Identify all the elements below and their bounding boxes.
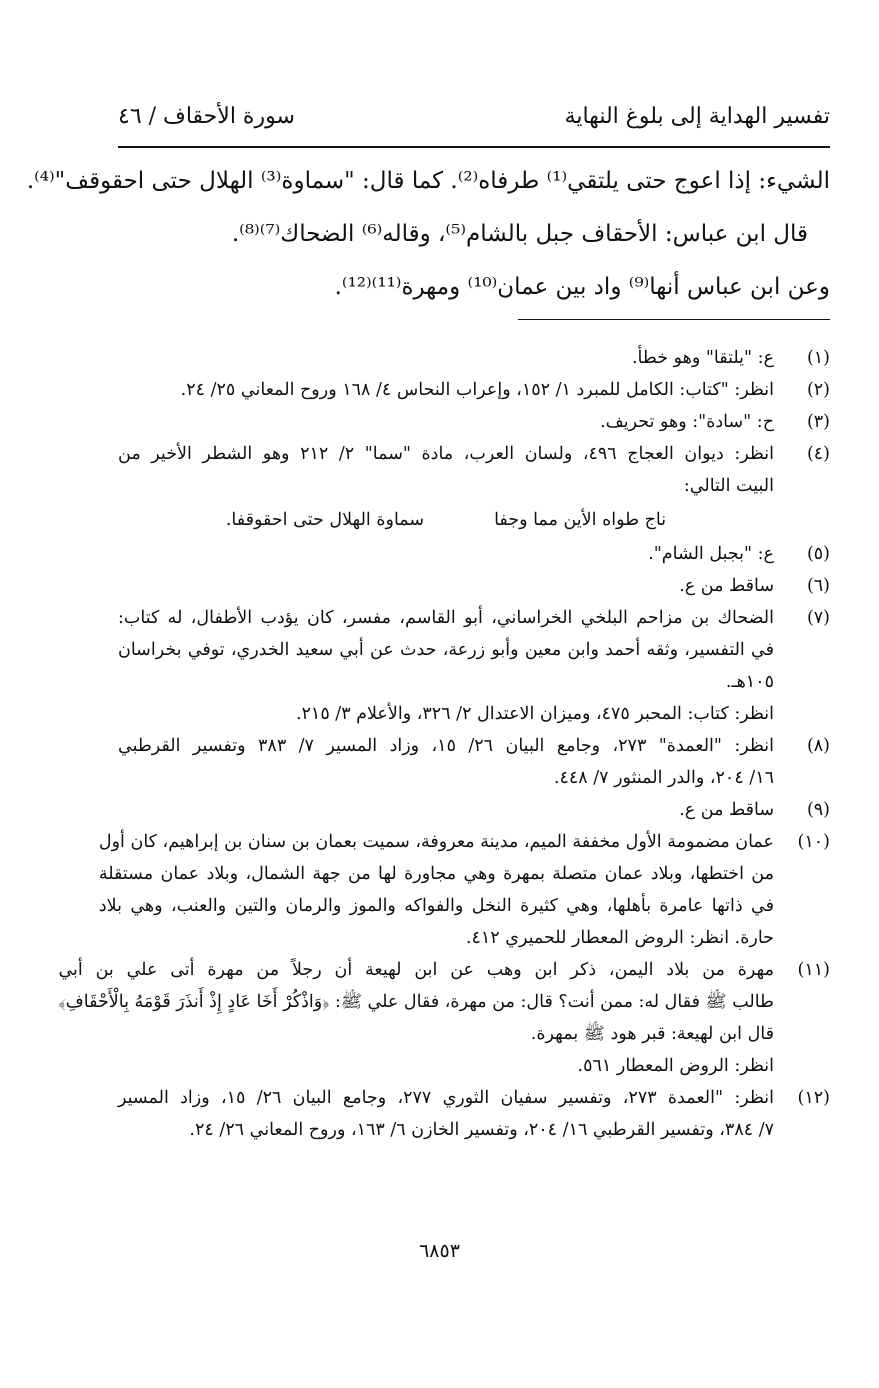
verse-hemistich: سماوة الهلال حتى احقوقفا. bbox=[225, 510, 425, 530]
footnote-line: انظر: "العمدة ٢٧٣، وتفسير سفيان الثوري ٢٧٧، وجامع البيان ٢٦/ ١٥، وزاد المسير bbox=[118, 1088, 774, 1108]
footnote bbox=[118, 1082, 830, 1146]
footnote bbox=[118, 602, 830, 730]
footnote-body bbox=[118, 438, 774, 538]
footnote bbox=[118, 570, 830, 602]
footnote-line: ح: "سادة": وهو تحريف. bbox=[600, 412, 774, 432]
footnote-body bbox=[118, 794, 774, 826]
footnote bbox=[118, 538, 830, 570]
footnote-line: عمان مضمومة الأول مخففة الميم، مدينة معروفة، سميت بعمان بن سنان بن إبراهيم، كان أول bbox=[98, 832, 774, 852]
footnote bbox=[118, 438, 830, 538]
footnote-line: ساقط من ع. bbox=[679, 800, 774, 820]
footnote-body bbox=[118, 602, 774, 730]
footnote-line: ع: "بجبل الشام". bbox=[648, 544, 774, 564]
footnote-line: طالب ﷺ فقال له: ممن أنت؟ قال: من مهرة، فقال علي ﷺ: ﴿وَاذْكُرْ أَخَا عَادٍ إِذْ أَنذَرَ قَوْمَهُ بِالْأَحْقَافِ﴾ bbox=[58, 992, 774, 1012]
footnote-number: (١٢) bbox=[797, 1088, 830, 1108]
footnote-line: ٧/ ٣٨٤، وتفسير القرطبي ١٦/ ٢٠٤، وتفسير الخازن ٦/ ١٦٣، وروح المعاني ٢٦/ ٢٤. bbox=[189, 1120, 774, 1140]
footnote-line: البيت التالي: bbox=[683, 476, 774, 496]
verse-hemistich: ناج طواه الأين مما وجفا bbox=[494, 510, 667, 530]
footnote-number: (٣) bbox=[806, 412, 830, 432]
footnotes bbox=[58, 342, 830, 1146]
footnotes-separator bbox=[518, 319, 830, 320]
footnote-number: (٦) bbox=[806, 576, 830, 596]
main-text-line: الشيء: إذا اعوج حتى يلتقي⁽¹⁾ طرفاه⁽²⁾. كما قال: "سماوة⁽³⁾ الهلال حتى احقوقف"⁽⁴⁾. bbox=[26, 168, 830, 194]
footnote-body bbox=[58, 954, 774, 1082]
footnote-body bbox=[118, 374, 774, 406]
footnote-body bbox=[99, 826, 774, 954]
book-title: تفسير الهداية إلى بلوغ النهاية bbox=[564, 103, 830, 129]
footnote-line: ساقط من ع. bbox=[679, 576, 774, 596]
footnote-body bbox=[118, 342, 774, 374]
poetry-verse bbox=[118, 502, 774, 538]
main-text-line: وعن ابن عباس أنها⁽⁹⁾ واد بين عمان⁽¹⁰⁾ ومهرة⁽¹¹⁾⁽¹²⁾. bbox=[334, 274, 830, 300]
footnote-line: انظر: "العمدة" ٢٧٣، وجامع البيان ٢٦/ ١٥، وزاد المسير ٧/ ٣٨٣ وتفسير القرطبي bbox=[118, 736, 774, 756]
footnote-line: ع: "يلتقا" وهو خطأ. bbox=[631, 348, 774, 368]
footnote bbox=[118, 406, 830, 438]
footnote-line: انظر: الروض المعطار ٥٦١. bbox=[577, 1056, 774, 1076]
main-text bbox=[26, 155, 830, 314]
footnote-number: (١٠) bbox=[797, 832, 830, 852]
footnote-line: حارة. انظر: الروض المعطار للحميري ٤١٢. bbox=[465, 928, 774, 948]
footnote bbox=[58, 954, 830, 1082]
main-text-line: قال ابن عباس: الأحقاف جبل بالشام⁽⁵⁾، وقاله⁽⁶⁾ الضحاك⁽⁷⁾⁽⁸⁾. bbox=[231, 221, 808, 247]
running-header bbox=[118, 96, 830, 136]
footnote-number: (٥) bbox=[806, 544, 830, 564]
footnote bbox=[118, 794, 830, 826]
footnote-line: انظر: "كتاب: الكامل للمبرد ١/ ١٥٢، وإعراب النحاس ٤/ ١٦٨ وروح المعاني ٢٥/ ٢٤. bbox=[180, 380, 774, 400]
footnote-line: في التفسير، وثقه أحمد وابن معين وأبو زرعة، حدث عن أبي سعيد الخدري، توفي بخراسان bbox=[118, 640, 774, 660]
footnote bbox=[118, 374, 830, 406]
footnote-number: (٧) bbox=[806, 608, 830, 628]
footnote-line: انظر: ديوان العجاج ٤٩٦، ولسان العرب، مادة "سما" ٢/ ٢١٢ وهو الشطر الأخير من bbox=[118, 444, 774, 464]
footnote-number: (٤) bbox=[806, 444, 830, 464]
footnote-line: في ذاتها عامرة بأهلها، وهي كثيرة النخل والفواكه والموز والرمان والتين والعنب، وهي بلاد bbox=[98, 896, 774, 916]
footnote bbox=[118, 342, 830, 374]
footnote-body bbox=[118, 538, 774, 570]
footnote-body bbox=[118, 730, 774, 794]
footnote-number: (٩) bbox=[806, 800, 830, 820]
footnote-body bbox=[118, 570, 774, 602]
footnote-number: (١) bbox=[806, 348, 830, 368]
surah-label: سورة الأحقاف / ٤٦ bbox=[118, 103, 295, 129]
footnote-line: انظر: كتاب: المحبر ٤٧٥، وميزان الاعتدال ٢/ ٣٢٦، والأعلام ٣/ ٢١٥. bbox=[295, 704, 774, 724]
footnote-number: (٨) bbox=[806, 736, 830, 756]
footnote bbox=[118, 730, 830, 794]
footnote-body bbox=[118, 406, 774, 438]
footnote-line: الضحاك بن مزاحم البلخي الخراساني، أبو القاسم، مفسر، كان يؤدب الأطفال، له كتاب: bbox=[118, 608, 774, 628]
footnote-body bbox=[118, 1082, 774, 1146]
footnote-line: مهرة من بلاد اليمن، ذكر ابن وهب عن ابن لهيعة أن رجلاً من مهرة أتى علي بن أبي bbox=[58, 960, 774, 980]
footnote-line: من اختطها، وبلاد عمان متصلة بمهرة وهي مجاورة لها من جهة الشمال، وبلاد عمان مستقلة bbox=[98, 864, 774, 884]
header-rule bbox=[118, 146, 830, 148]
footnote bbox=[98, 826, 830, 954]
footnote-line: ١٦/ ٢٠٤، والدر المنثور ٧/ ٤٤٨. bbox=[553, 768, 774, 788]
footnote-line: قال ابن لهيعة: قبر هود ﷺ بمهرة. bbox=[530, 1024, 774, 1044]
page-number: ٦٨٥٣ bbox=[419, 1240, 460, 1262]
footnote-number: (٢) bbox=[806, 380, 830, 400]
footnote-number: (١١) bbox=[797, 960, 830, 980]
footnote-line: ١٠٥هـ. bbox=[725, 672, 774, 692]
